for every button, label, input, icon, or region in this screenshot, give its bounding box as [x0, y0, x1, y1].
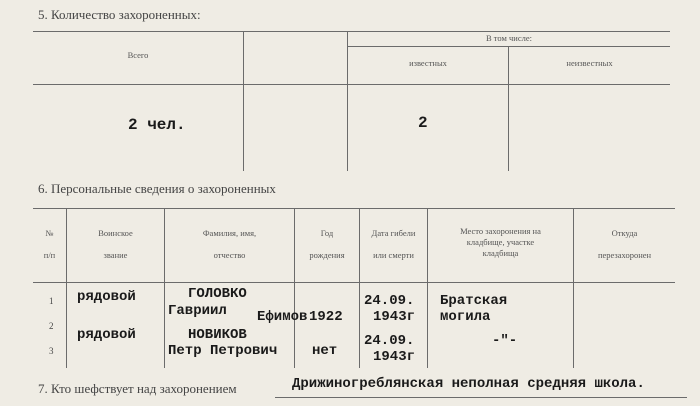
row-number: 3 — [49, 346, 54, 356]
year-header: Год рождения — [309, 228, 345, 260]
row-number: 1 — [49, 296, 54, 306]
unknown-header: неизвестных — [566, 58, 613, 68]
known-value: 2 — [418, 114, 428, 132]
place-header: Место захоронения на кладбище, участке кладбища — [460, 226, 541, 258]
patron-value: Дрижиногреблянская неполная средняя школа. — [292, 376, 645, 392]
burial-place-cell: -"- — [492, 333, 518, 349]
burial-place-cell: могила — [440, 309, 491, 325]
death-year-cell: 1943г — [373, 349, 416, 365]
section-5-title: 5. Количество захороненных: — [38, 7, 201, 22]
table5-col-divider — [243, 31, 244, 171]
birth-year-cell: 1922 — [309, 309, 343, 325]
table6-header-bottom — [33, 282, 675, 283]
date-header: Дата гибели или смерти — [371, 228, 416, 260]
from-header: Откуда перезахоронен — [597, 228, 652, 260]
given-name-cell: Петр Петрович — [168, 343, 278, 359]
death-date-cell: 24.09. — [364, 333, 415, 349]
total-header: Всего — [127, 50, 149, 60]
table5-col-divider — [347, 31, 348, 171]
table5-sub-border — [348, 46, 670, 47]
rank-cell: рядовой — [77, 289, 136, 305]
section-6-title: 6. Персональные сведения о захороненных — [38, 181, 276, 196]
death-year-cell: 1943г — [373, 309, 416, 325]
patron-underline — [275, 397, 687, 398]
including-header: В том числе: — [486, 33, 532, 43]
burial-place-cell: Братская — [440, 293, 508, 309]
section-7-title: 7. Кто шефствует над захоронением — [38, 381, 237, 396]
table5-header-bottom — [33, 84, 670, 85]
total-value: 2 чел. — [128, 116, 186, 134]
given-name-cell: Гавриил — [168, 303, 227, 319]
patronymic-cell: Ефимов — [257, 309, 308, 325]
table6-top-border — [33, 208, 675, 209]
known-header: известных — [409, 58, 447, 68]
birth-year-cell: нет — [312, 343, 338, 359]
surname-cell: ГОЛОВКО — [188, 286, 247, 302]
rank-header: Воинское звание — [98, 228, 133, 260]
row-number: 2 — [49, 321, 54, 331]
death-date-cell: 24.09. — [364, 293, 415, 309]
name-header: Фамилия, имя, отчество — [202, 228, 257, 260]
num-header: № п/п — [43, 228, 56, 260]
rank-cell: рядовой — [77, 327, 136, 343]
surname-cell: НОВИКОВ — [188, 327, 247, 343]
